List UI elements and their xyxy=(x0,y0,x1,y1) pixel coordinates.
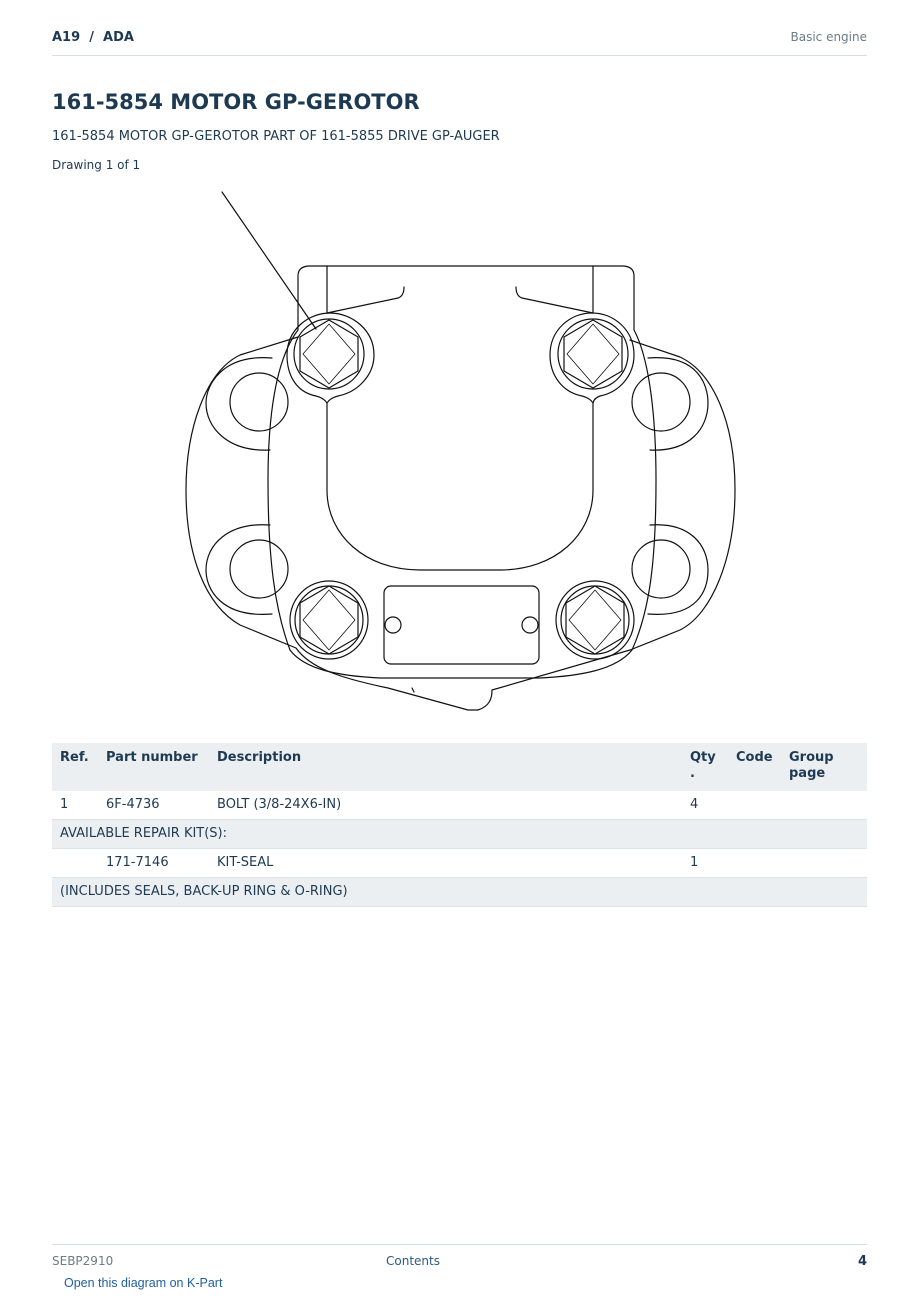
flange-mark xyxy=(412,688,414,692)
page-header xyxy=(52,28,867,56)
col-group-page: Group page xyxy=(781,743,867,791)
u-recess xyxy=(327,403,593,570)
kit-ref xyxy=(52,849,98,878)
open-kpart-link[interactable]: Open this diagram on K-Part xyxy=(64,1276,223,1290)
kit-code xyxy=(728,849,781,878)
col-ref: Ref. xyxy=(52,743,98,791)
nameplate xyxy=(384,586,539,664)
page-subtitle: 161-5854 MOTOR GP-GEROTOR PART OF 161-5855 DRIVE GP-AUGER xyxy=(52,129,500,144)
repair-kit-label: AVAILABLE REPAIR KIT(S): xyxy=(52,820,867,849)
row-description: BOLT (3/8-24X6-IN) xyxy=(209,791,682,820)
bolt-top-right xyxy=(550,313,634,403)
col-description: Description xyxy=(209,743,682,791)
page-number: 4 xyxy=(857,1254,867,1269)
kit-description: KIT-SEAL xyxy=(209,849,682,878)
table-row xyxy=(52,849,867,878)
section-label: Basic engine xyxy=(790,30,867,44)
lug-hole-right-lower xyxy=(632,540,690,598)
nameplate-rivet-right xyxy=(522,617,538,633)
col-code: Code xyxy=(728,743,781,791)
document-id: SEBP2910 xyxy=(52,1254,114,1268)
col-part-number: Part number xyxy=(98,743,209,791)
row-group-page xyxy=(781,791,867,820)
leader-line xyxy=(222,192,316,329)
lug-left-upper xyxy=(206,358,272,450)
parts-diagram xyxy=(180,188,740,718)
page-footer xyxy=(52,1244,867,1269)
row-ref: 1 xyxy=(52,791,98,820)
lug-hole-right-upper xyxy=(632,373,690,431)
col-qty: Qty . xyxy=(682,743,728,791)
bolt-bottom-left xyxy=(290,581,368,659)
breadcrumb: A19 / ADA xyxy=(52,30,134,45)
contents-link[interactable]: Contents xyxy=(386,1254,440,1268)
kit-part-number[interactable]: 171-7146 xyxy=(98,849,209,878)
lug-hole-left-lower xyxy=(230,540,288,598)
lug-hole-left-upper xyxy=(230,373,288,431)
repair-kit-label-row xyxy=(52,820,867,849)
shoulder-left xyxy=(327,287,404,313)
lug-left-lower xyxy=(206,525,272,615)
shoulder-right xyxy=(516,287,593,313)
drawing-count: Drawing 1 of 1 xyxy=(52,158,141,172)
nameplate-rivet-left xyxy=(385,617,401,633)
table-row xyxy=(52,791,867,820)
row-part-number[interactable]: 6F-4736 xyxy=(98,791,209,820)
kit-note-row xyxy=(52,878,867,907)
kit-group-page xyxy=(781,849,867,878)
page-title: 161-5854 MOTOR GP-GEROTOR xyxy=(52,90,420,114)
lug-right-lower xyxy=(648,525,708,615)
parts-table xyxy=(52,743,867,907)
bolt-bottom-right xyxy=(556,581,634,659)
row-qty: 4 xyxy=(682,791,728,820)
kit-note: (INCLUDES SEALS, BACK-UP RING & O-RING) xyxy=(52,878,867,907)
row-code xyxy=(728,791,781,820)
bolt-top-left xyxy=(287,313,374,403)
table-header-row xyxy=(52,743,867,791)
kit-qty: 1 xyxy=(682,849,728,878)
